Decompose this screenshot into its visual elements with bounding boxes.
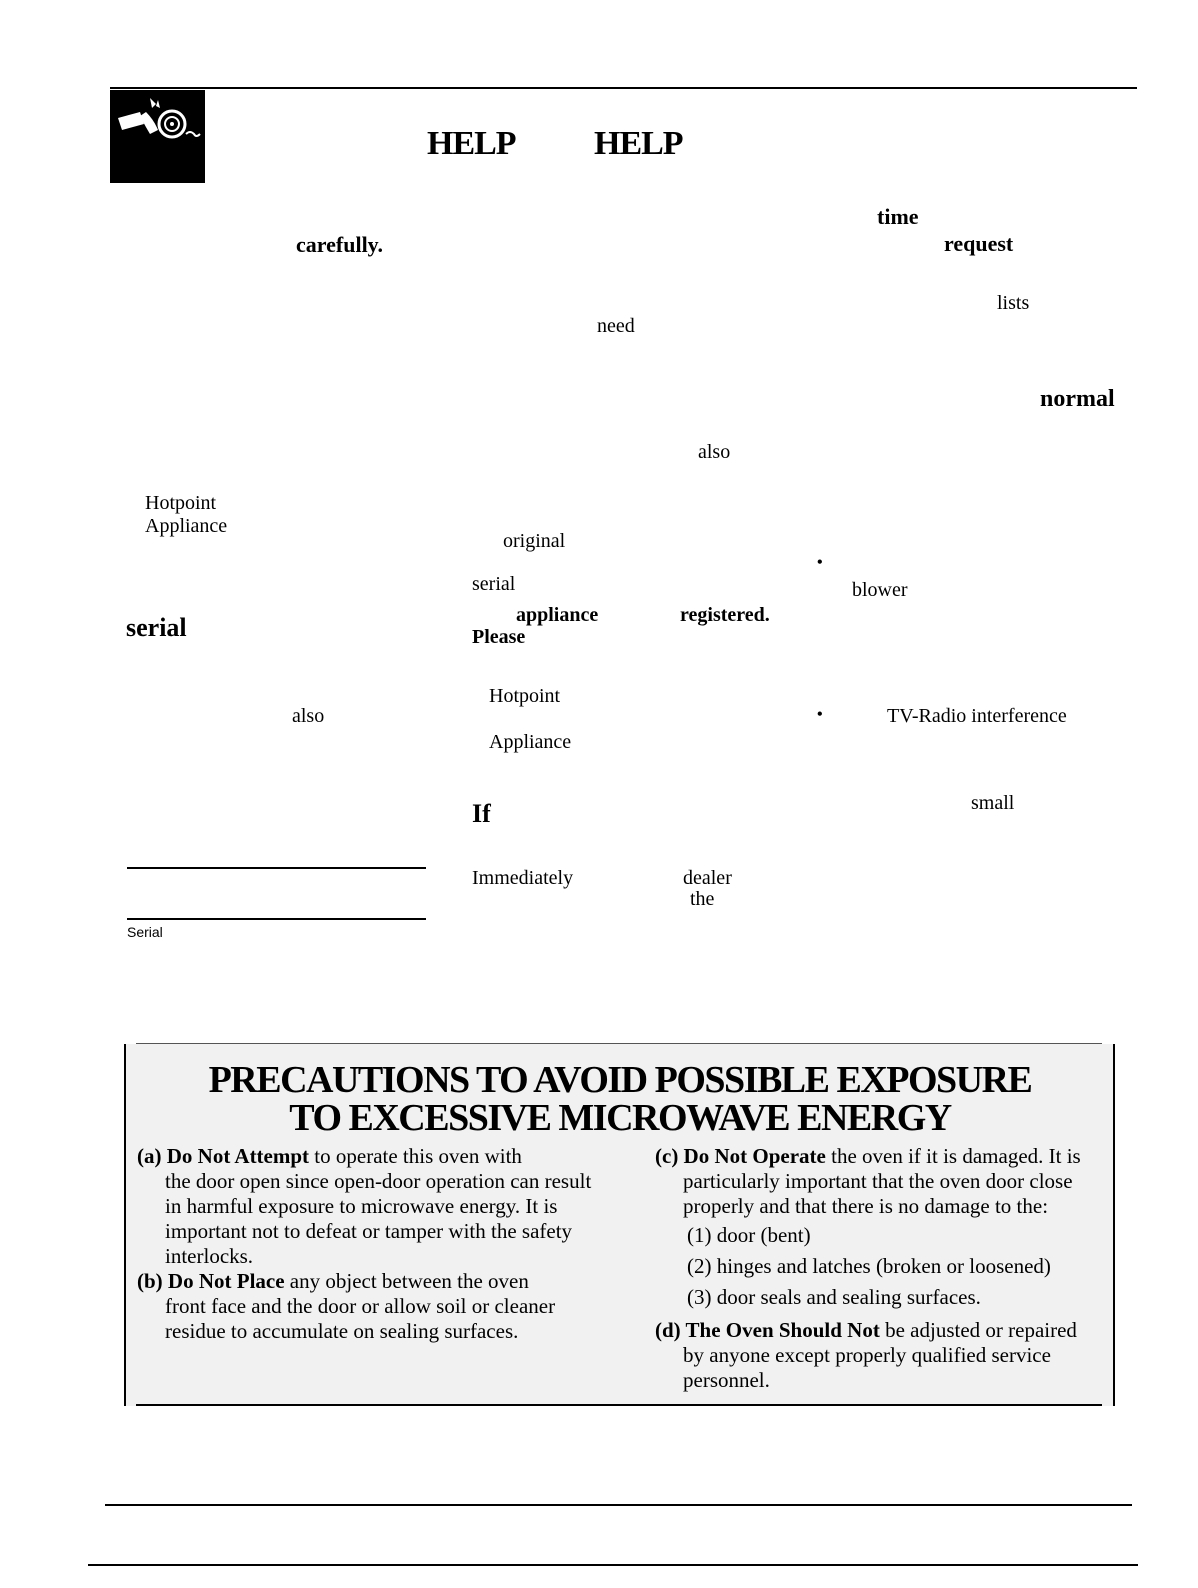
model-number-line (127, 867, 426, 869)
precaution-a-label: (a) Do Not Attempt (137, 1144, 310, 1168)
text-time: time (877, 204, 919, 229)
precautions-title-line-2: TO EXCESSIVE MICROWAVE ENERGY (289, 1097, 951, 1139)
precaution-c (655, 1144, 1105, 1219)
text-appliance-2: appliance (516, 604, 599, 626)
text-appliance-3: Appliance (489, 731, 572, 753)
precaution-b-first: any object between the oven (284, 1269, 529, 1293)
text-also-2: also (292, 705, 325, 727)
text-registered: registered. (680, 604, 770, 626)
help-icon-box (110, 90, 205, 183)
precautions-bottom-border (136, 1404, 1102, 1406)
precautions-right-border (1113, 1044, 1115, 1406)
precaution-c-label: (c) Do Not Operate (655, 1144, 826, 1168)
precaution-c-sub-3: (3) door seals and sealing surfaces. (687, 1285, 981, 1309)
precaution-b (137, 1269, 607, 1344)
precautions-box (125, 1044, 1115, 1406)
precaution-d (655, 1318, 1115, 1393)
top-rule (110, 87, 1137, 89)
text-if: If (472, 799, 491, 828)
title-word-2: HELP (594, 125, 683, 162)
text-lists: lists (997, 292, 1030, 314)
serial-label: Serial (127, 924, 163, 940)
precaution-b-text: front face and the door or allow soil or cleaner residue to accumulate on sealing surfaces. (165, 1294, 556, 1343)
text-carefully: carefully. (296, 232, 383, 257)
precautions-top-border (136, 1043, 1102, 1044)
footer-rule-2 (88, 1564, 1138, 1566)
precaution-c-first: the oven if it is damaged. It is (825, 1144, 1081, 1168)
precaution-c-text: particularly important that the oven door close properly and that there is no damage to the: (683, 1169, 1073, 1218)
text-original: original (503, 530, 566, 552)
precaution-c-sublist (687, 1220, 1051, 1313)
text-request: request (944, 231, 1014, 256)
text-hotpoint-1: Hotpoint (145, 492, 217, 514)
serial-number-line (127, 918, 426, 920)
precaution-b-label: (b) Do Not Place (137, 1269, 285, 1293)
precautions-title-line-1: PRECAUTIONS TO AVOID POSSIBLE EXPOSURE (208, 1059, 1032, 1101)
text-need: need (597, 315, 635, 337)
text-tv-radio: TV-Radio interference (887, 705, 1067, 727)
precaution-d-label: (d) The Oven Should Not (655, 1318, 880, 1342)
text-serial-1: serial (472, 573, 516, 595)
bullet-1: • (817, 554, 823, 571)
precaution-d-text: by anyone except properly qualified service personnel. (683, 1343, 1051, 1392)
phone-help-icon (110, 90, 205, 183)
text-hotpoint-2: Hotpoint (489, 685, 561, 707)
text-dealer: dealer (683, 867, 732, 889)
text-blower: blower (852, 579, 908, 601)
precaution-c-sub-2: (2) hinges and latches (broken or loosened) (687, 1254, 1051, 1278)
text-serial-2: serial (126, 613, 187, 642)
title-word-1: HELP (427, 125, 516, 162)
precaution-a (137, 1144, 597, 1269)
text-also-1: also (698, 441, 731, 463)
precaution-a-text: the door open since open-door operation can result in harmful exposure to microwave energy. It is important not to defeat or tamper with the safety interlocks. (165, 1169, 592, 1268)
bullet-2: • (817, 706, 823, 723)
precaution-c-sub-1: (1) door (bent) (687, 1223, 811, 1247)
precaution-d-first: be adjusted or repaired (879, 1318, 1077, 1342)
footer-rule-1 (105, 1504, 1132, 1506)
precaution-a-first: to operate this oven with (309, 1144, 522, 1168)
text-please: Please (472, 626, 526, 648)
precautions-left-border (124, 1044, 126, 1406)
text-immediately: Immediately (472, 867, 574, 889)
text-the: the (690, 888, 715, 910)
text-normal: normal (1040, 386, 1115, 412)
text-appliance-1: Appliance (145, 515, 228, 537)
text-small: small (971, 792, 1015, 814)
